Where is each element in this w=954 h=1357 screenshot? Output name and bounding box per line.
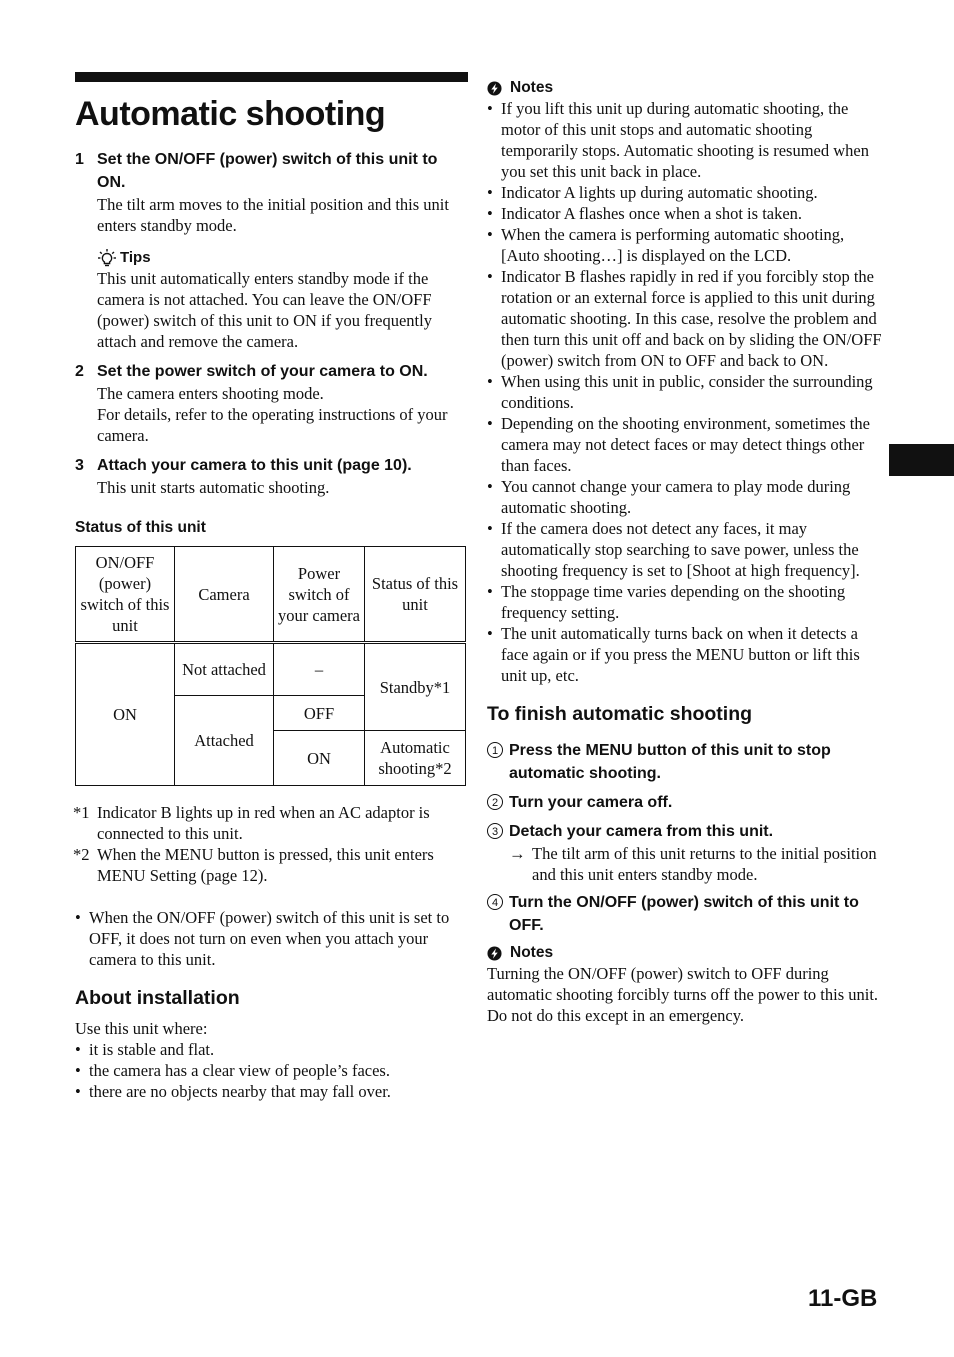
tips-box — [97, 248, 468, 352]
section-heading: To finish automatic shooting — [487, 703, 753, 725]
list-item: • Indicator A flashes once when a shot is taken. — [487, 203, 882, 224]
section-tab-marker — [889, 444, 954, 476]
list-item: • the camera has a clear view of people’s faces. — [75, 1060, 468, 1081]
notes-label: Notes — [510, 944, 554, 961]
table-cell: – — [274, 643, 365, 696]
notes-icon — [487, 81, 502, 96]
step-text: Turn the ON/OFF (power) switch of this unit to OFF. — [509, 894, 859, 934]
page-number: 11-GB — [808, 1285, 878, 1312]
arrow-icon: → — [509, 844, 526, 863]
list-item: • Depending on the shooting environment, sometimes the camera may not detect faces or may detect things other than faces. — [487, 413, 882, 476]
step-heading: Attach your camera to this unit (page 10). — [97, 457, 412, 474]
footnote — [75, 802, 468, 844]
right-column — [487, 78, 882, 1026]
table-cell: Automatic shooting*2 — [365, 731, 466, 786]
off-note: • When the ON/OFF (power) switch of this unit is set to OFF, it does not turn on even when you attach your camera to this unit. — [75, 907, 468, 970]
tips-body: This unit automatically enters standby mode if the camera is not attached. You can leave the ON/OFF (power) switch of this unit to ON if you frequently attach and remove the camera. — [97, 269, 432, 351]
step-body: The camera enters shooting mode. — [97, 384, 324, 403]
table-cell: OFF — [274, 696, 365, 731]
footnote — [75, 844, 468, 886]
step-circle-number: 2 — [487, 794, 503, 810]
list-item: • The stoppage time varies depending on the shooting frequency setting. — [487, 581, 882, 623]
list-item: • The unit automatically turns back on when it detects a face again or if you press the MENU button or lift this unit up, etc. — [487, 623, 882, 686]
step-number: 2 — [75, 363, 84, 380]
step-1 — [75, 148, 468, 236]
step-circle-number: 3 — [487, 823, 503, 839]
step-text: Detach your camera from this unit. — [509, 823, 774, 840]
install-intro: Use this unit where: — [75, 1019, 208, 1038]
notes-heading — [487, 78, 882, 98]
section-heading: About installation — [75, 987, 240, 1009]
step-number: 3 — [75, 457, 84, 474]
finish-step-2 — [487, 791, 882, 814]
step-result — [487, 843, 882, 885]
footnote-mark: *1 — [73, 803, 90, 822]
table-cell: ON — [274, 731, 365, 786]
step-body: The tilt arm moves to the initial position and this unit enters standby mode. — [97, 195, 449, 235]
table-cell: ON — [76, 643, 175, 786]
step-circle-number: 1 — [487, 742, 503, 758]
list-item: • Indicator B flashes rapidly in red if you forcibly stop the rotation or an external force is applied to this unit during automatic shooting. In this case, resolve the problem and then turn this unit off and back on by sliding the ON/OFF (power) switch from ON to OFF and back to ON. — [487, 266, 882, 371]
title-rule — [75, 72, 468, 82]
list-item: • You cannot change your camera to play mode during automatic shooting. — [487, 476, 882, 518]
notes-heading — [487, 943, 882, 963]
list-item: • If you lift this unit up during automatic shooting, the motor of this unit stops and automatic shooting temporarily stops. Automatic shooting is resumed when you set this unit back in place. — [487, 98, 882, 182]
finish-step-4 — [487, 891, 882, 937]
table-row — [76, 643, 466, 696]
step-3 — [75, 454, 468, 498]
step-body: For details, refer to the operating instructions of your camera. — [97, 405, 448, 445]
tips-label: Tips — [120, 249, 151, 266]
left-column — [75, 72, 468, 1102]
table-cell: Attached — [175, 696, 274, 786]
finish-step-1 — [487, 739, 882, 785]
list-item: • Indicator A lights up during automatic shooting. — [487, 182, 882, 203]
table-cell: Standby*1 — [365, 643, 466, 731]
step-2 — [75, 360, 468, 446]
footnote-mark: *2 — [73, 845, 90, 864]
table-header-row — [76, 547, 466, 643]
list-item: • When the camera is performing automatic shooting, [Auto shooting…] is displayed on the LCD. — [487, 224, 882, 266]
result-text: The tilt arm of this unit returns to the initial position and this unit enters standby mode. — [532, 844, 877, 884]
step-text: Turn your camera off. — [509, 794, 673, 811]
table-header: ON/OFF (power) switch of this unit — [76, 547, 175, 643]
step-heading: Set the ON/OFF (power) switch of this unit to ON. — [97, 151, 438, 191]
footnote-text: Indicator B lights up in red when an AC adaptor is connected to this unit. — [97, 803, 430, 843]
table-cell: Not attached — [175, 643, 274, 696]
table-header: Status of this unit — [365, 547, 466, 643]
tips-heading — [97, 248, 468, 268]
list-item: • When using this unit in public, consider the surrounding conditions. — [487, 371, 882, 413]
page-title: Automatic shooting — [75, 95, 386, 133]
list-item: • it is stable and flat. — [75, 1039, 468, 1060]
list-item: • there are no objects nearby that may fall over. — [75, 1081, 468, 1102]
table-title: Status of this unit — [75, 519, 206, 536]
table-header: Power switch of your camera — [274, 547, 365, 643]
notes-icon — [487, 946, 502, 961]
status-table — [75, 546, 466, 786]
notes-label: Notes — [510, 79, 554, 96]
step-body: This unit starts automatic shooting. — [97, 478, 330, 497]
footnote-text: When the MENU button is pressed, this unit enters MENU Setting (page 12). — [97, 845, 434, 885]
finish-step-3 — [487, 820, 882, 843]
lightbulb-icon — [97, 248, 117, 268]
table-header: Camera — [175, 547, 274, 643]
step-text: Press the MENU button of this unit to stop automatic shooting. — [509, 742, 831, 782]
footnotes — [75, 802, 468, 886]
notes-body: Turning the ON/OFF (power) switch to OFF during automatic shooting forcibly turns off the power to this unit. Do not do this except in an emergency. — [487, 964, 879, 1025]
step-number: 1 — [75, 151, 84, 168]
step-circle-number: 4 — [487, 894, 503, 910]
step-heading: Set the power switch of your camera to ON. — [97, 363, 428, 380]
list-item: • If the camera does not detect any faces, it may automatically stop searching to save power, unless the shooting frequency is set to [Shoot at high frequency]. — [487, 518, 882, 581]
